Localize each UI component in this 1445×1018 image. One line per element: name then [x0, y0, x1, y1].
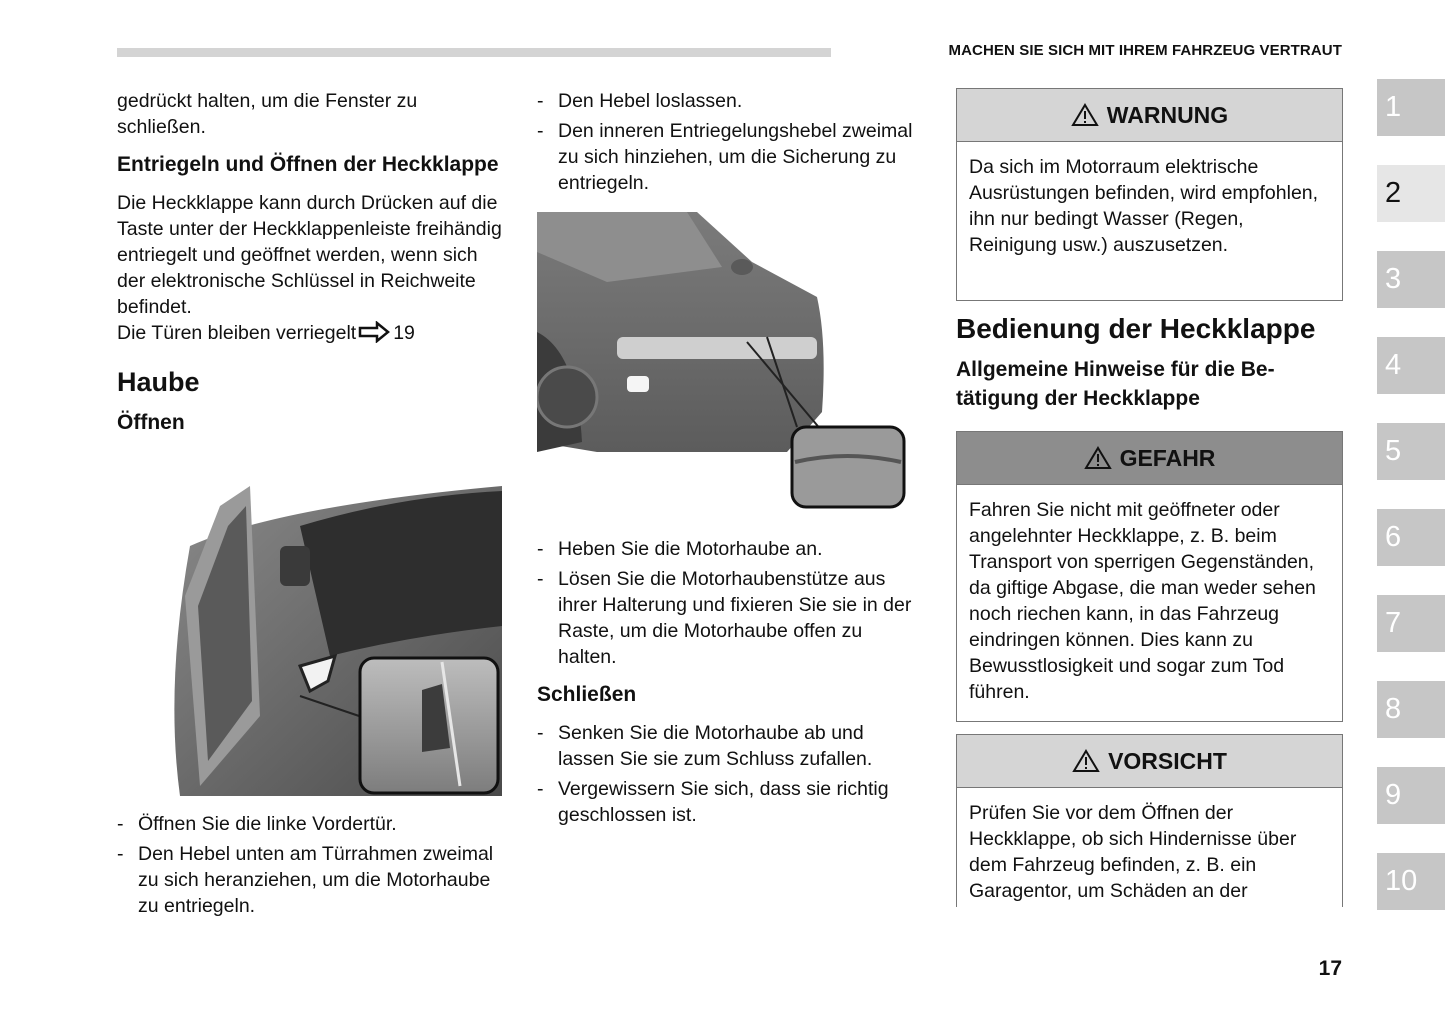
chapter-tab-9[interactable]: 9 [1377, 767, 1445, 824]
list-item: - Senken Sie die Motorhaube ab und lassen Sie sie zum Schluss zufallen. [537, 720, 917, 772]
column-left-steps [117, 811, 502, 923]
list-item: - Öffnen Sie die linke Vordertür. [117, 811, 502, 837]
figure-door-lever [160, 486, 502, 796]
chapter-tab-1[interactable]: 1 [1377, 79, 1445, 136]
tailgate-text: Die Heckklappe kann durch Drücken auf die Taste unter der Heckklappenleiste freihändig entriegelt und geöffnet werden, wenn sich der elektronische Schlüssel in Reichweite befindet. [117, 192, 502, 318]
car-front-illustration [537, 212, 909, 512]
warning-triangle-icon [1072, 749, 1100, 773]
column-middle-top [537, 88, 917, 200]
chapter-tab-5[interactable]: 5 [1377, 423, 1445, 480]
figure-car-front [537, 212, 909, 512]
running-title: MACHEN SIE SICH MIT IHREM FAHRZEUG VERTRAUT [948, 42, 1342, 59]
intro-text: gedrückt halten, um die Fenster zu schließen. [117, 90, 418, 138]
column-middle-bottom [537, 536, 917, 832]
column-right-headings [956, 311, 1341, 413]
list-item: - Vergewissern Sie sich, dass sie richtig geschlossen ist. [537, 776, 917, 828]
warning-triangle-icon [1071, 103, 1099, 127]
subheading-tailgate-notes: Allgemeine Hinweise für die Betätigung der Heckklappe [956, 358, 1275, 410]
list-item: - Den Hebel loslassen. [537, 88, 917, 114]
chapter-tab-3[interactable]: 3 [1377, 251, 1445, 308]
list-item: - Den Hebel unten am Türrahmen zweimal zu sich heranziehen, um die Motorhaube zu entriegeln. [117, 841, 502, 919]
warning-title: WARNUNG [1106, 101, 1229, 128]
doors-locked-line [117, 320, 502, 350]
heading-tailgate-operation: Bedienung der Heckklappe [956, 313, 1316, 344]
danger-text: Fahren Sie nicht mit geöffneter oder angelehnter Heckklappe, z. B. beim Transport von sperrigen Gegenständen, da giftige Abgase, die man weder sehen noch riechen kann, in das Fahrzeug eindringen können. Dies kann zu Bewusstlosigkeit und sogar zum Tod führen. [969, 499, 1316, 703]
hood-release-steps [537, 88, 917, 196]
list-item: - Den inneren Entriegelungshebel zweimal zu sich hinziehen, um die Sicherung zu entriegeln. [537, 118, 917, 196]
caution-title: VORSICHT [1108, 747, 1227, 774]
header-rule [117, 48, 831, 57]
warning-box [956, 88, 1343, 301]
chapter-tab-4[interactable]: 4 [1377, 337, 1445, 394]
list-item: - Heben Sie die Motorhaube an. [537, 536, 917, 562]
danger-title: GEFAHR [1119, 444, 1216, 471]
chapter-tab-7[interactable]: 7 [1377, 595, 1445, 652]
danger-header [957, 432, 1342, 485]
reference-arrow-icon [358, 321, 390, 350]
hood-open-steps [117, 811, 502, 919]
caution-text: Prüfen Sie vor dem Öffnen der Heckklappe, ob sich Hindernisse über dem Fahrzeug befinden, z. B. ein Garagentor, um Schäden an der [969, 802, 1297, 902]
doors-locked-ref[interactable]: 19 [393, 322, 415, 344]
heading-close: Schließen [537, 683, 637, 706]
warning-header [957, 89, 1342, 142]
caution-box [956, 734, 1343, 907]
caution-header [957, 735, 1342, 788]
doors-locked-text: Die Türen bleiben verriegelt [117, 322, 357, 344]
heading-open: Öffnen [117, 411, 185, 434]
danger-box [956, 431, 1343, 722]
chapter-tab-10[interactable]: 10 [1377, 853, 1445, 910]
hood-lift-steps [537, 536, 917, 670]
warning-triangle-icon [1084, 446, 1112, 470]
column-left [117, 88, 502, 438]
hood-close-steps [537, 720, 917, 828]
door-lever-illustration [160, 486, 502, 796]
page-number: 17 [1318, 957, 1342, 980]
chapter-tab-2[interactable]: 2 [1377, 165, 1445, 222]
warning-text: Da sich im Motorraum elektrische Ausrüstungen befinden, wird empfohlen, ihn nur bedingt Wasser (Regen, Reinigung usw.) auszusetzen. [969, 156, 1319, 256]
chapter-tab-8[interactable]: 8 [1377, 681, 1445, 738]
list-item: - Lösen Sie die Motorhaubenstütze aus ihrer Halterung und fixieren Sie sie in der Raste, um die Motorhaube offen zu halten. [537, 566, 917, 670]
heading-hood: Haube [117, 367, 200, 397]
chapter-tab-6[interactable]: 6 [1377, 509, 1445, 566]
heading-tailgate-unlock: Entriegeln und Öffnen der Heckklappe [117, 153, 499, 176]
